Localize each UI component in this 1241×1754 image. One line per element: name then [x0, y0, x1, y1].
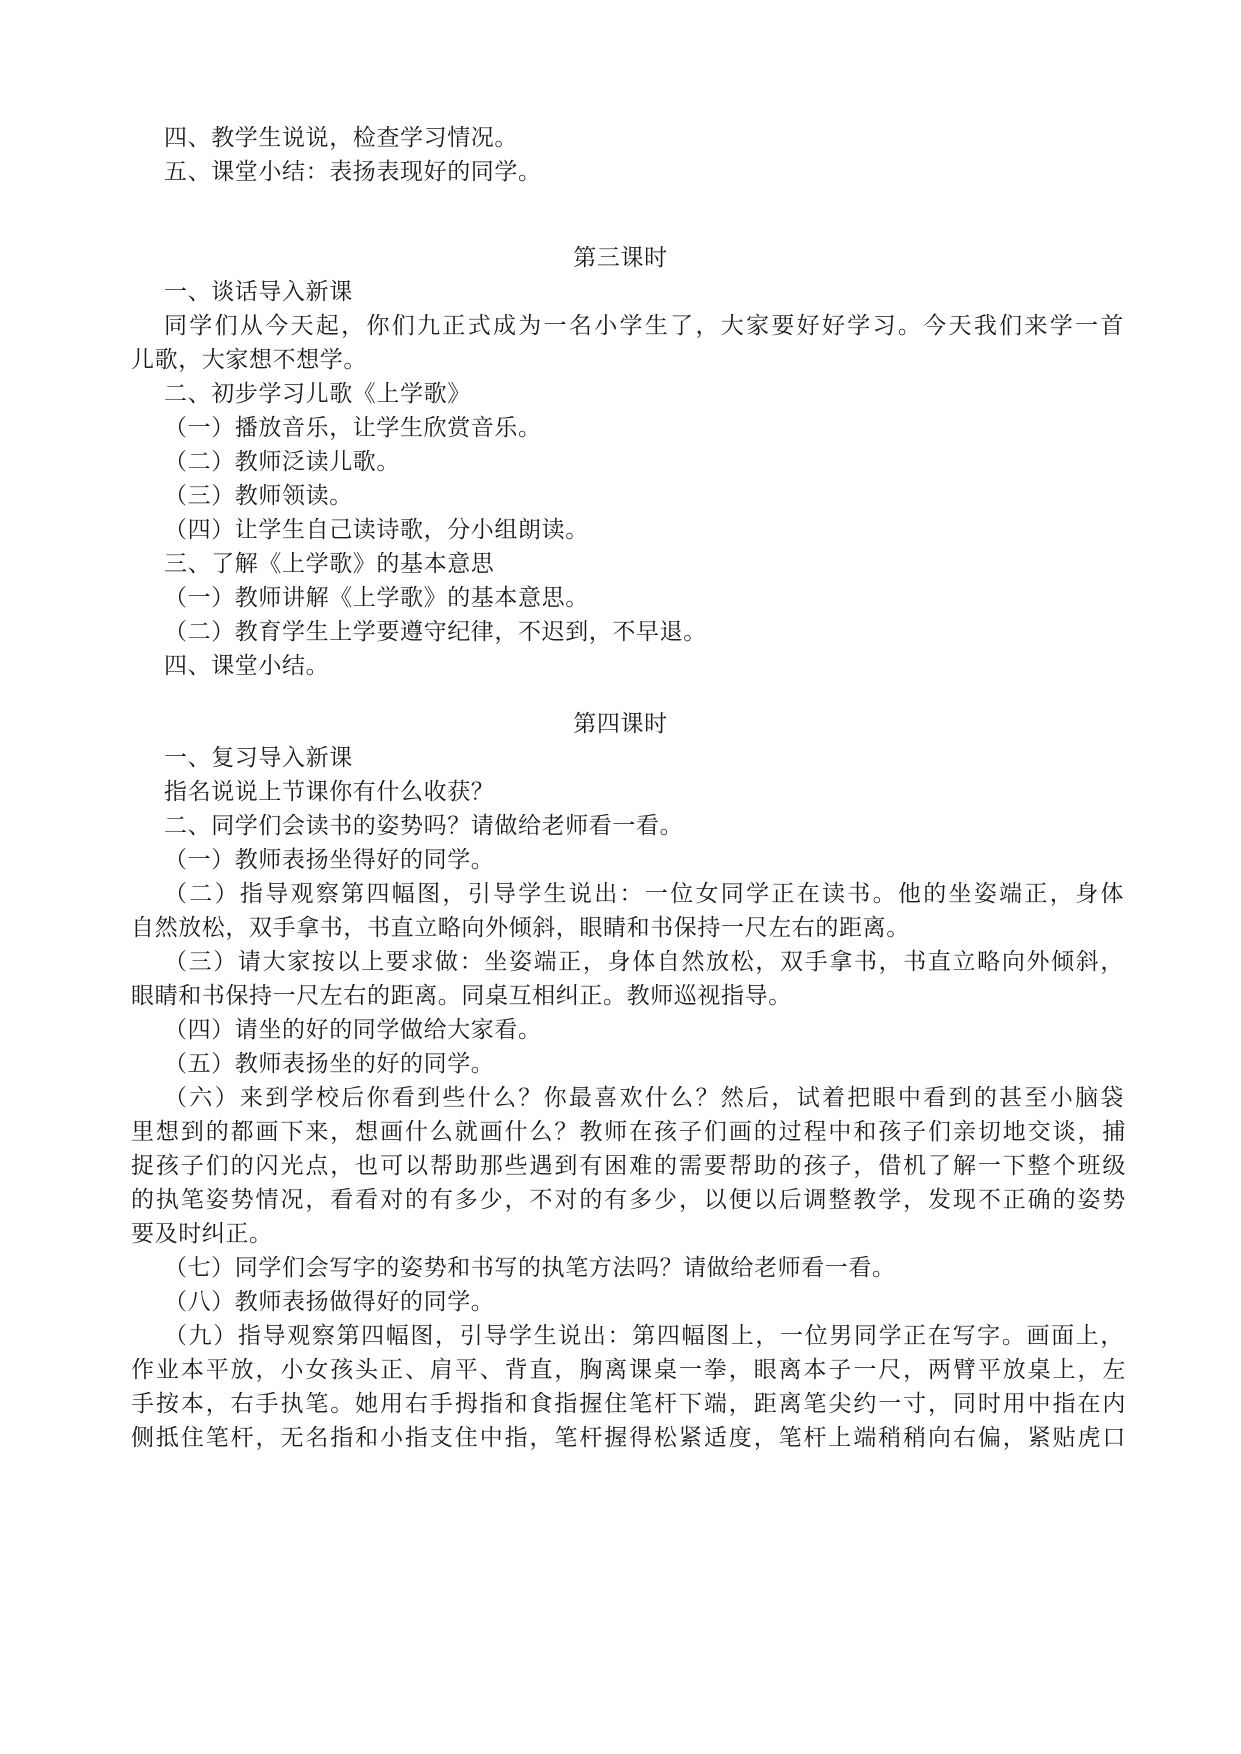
paragraph: 作业本平放，小女孩头正、肩平、背直，胸离课桌一拳，眼离本子一尺，两臂平放桌上，左: [131, 1357, 1126, 1383]
section-heading: 第三课时: [573, 245, 668, 271]
paragraph: 要及时纠正。: [131, 1221, 273, 1247]
paragraph: （九）指导观察第四幅图，引导学生说出：第四幅图上，一位男同学正在写字。画面上，: [164, 1323, 1124, 1349]
paragraph: （一）教师讲解《上学歌》的基本意思。: [164, 585, 589, 611]
paragraph: （四）让学生自己读诗歌，分小组朗读。: [164, 517, 589, 543]
paragraph: 同学们从今天起，你们九正式成为一名小学生了，大家要好好学习。今天我们来学一首: [164, 313, 1124, 339]
paragraph: （八）教师表扬做得好的同学。: [164, 1289, 495, 1315]
paragraph: （二）教师泛读儿歌。: [164, 449, 400, 475]
paragraph: （二）教育学生上学要遵守纪律，不迟到，不早退。: [164, 619, 707, 645]
paragraph: （三）教师领读。: [164, 483, 353, 509]
section-heading: 第四课时: [573, 711, 668, 737]
paragraph: （二）指导观察第四幅图，引导学生说出：一位女同学正在读书。他的坐姿端正，身体: [164, 881, 1124, 907]
paragraph: （三）请大家按以上要求做：坐姿端正，身体自然放松，双手拿书，书直立略向外倾斜，: [164, 949, 1124, 975]
paragraph: 二、初步学习儿歌《上学歌》: [164, 381, 471, 407]
paragraph: 眼睛和书保持一尺左右的距离。同桌互相纠正。教师巡视指导。: [131, 983, 792, 1009]
paragraph: （一）播放音乐，让学生欣赏音乐。: [164, 415, 542, 441]
paragraph: （一）教师表扬坐得好的同学。: [164, 847, 495, 873]
paragraph: （五）教师表扬坐的好的同学。: [164, 1051, 495, 1077]
paragraph: 一、谈话导入新课: [164, 279, 353, 305]
paragraph: 的执笔姿势情况，看看对的有多少，不对的有多少，以便以后调整教学，发现不正确的姿势: [131, 1187, 1126, 1213]
paragraph: 指名说说上节课你有什么收获？: [164, 779, 495, 805]
paragraph: 五、课堂小结：表扬表现好的同学。: [164, 159, 542, 185]
paragraph: 侧抵住笔杆，无名指和小指支住中指，笔杆握得松紧适度，笔杆上端稍稍向右偏，紧贴虎口: [131, 1425, 1126, 1451]
paragraph: 自然放松，双手拿书，书直立略向外倾斜，眼睛和书保持一尺左右的距离。: [131, 915, 910, 941]
paragraph: 捉孩子们的闪光点，也可以帮助那些遇到有困难的需要帮助的孩子，借机了解一下整个班级: [131, 1153, 1126, 1179]
paragraph: 儿歌，大家想不想学。: [131, 347, 367, 373]
paragraph: 二、同学们会读书的姿势吗？请做给老师看一看。: [164, 813, 684, 839]
paragraph: （七）同学们会写字的姿势和书写的执笔方法吗？请做给老师看一看。: [164, 1255, 896, 1281]
paragraph: 一、复习导入新课: [164, 745, 353, 771]
paragraph: 里想到的都画下来，想画什么就画什么？教师在孩子们画的过程中和孩子们亲切地交谈，捕: [131, 1119, 1126, 1145]
paragraph: （四）请坐的好的同学做给大家看。: [164, 1017, 542, 1043]
paragraph: （六）来到学校后你看到些什么？你最喜欢什么？然后，试着把眼中看到的甚至小脑袋: [164, 1085, 1124, 1111]
paragraph: 四、课堂小结。: [164, 653, 330, 679]
paragraph: 四、教学生说说，检查学习情况。: [164, 125, 518, 151]
paragraph: 手按本，右手执笔。她用右手拇指和食指握住笔杆下端，距离笔尖约一寸，同时用中指在内: [131, 1391, 1126, 1417]
paragraph: 三、了解《上学歌》的基本意思: [164, 551, 495, 577]
